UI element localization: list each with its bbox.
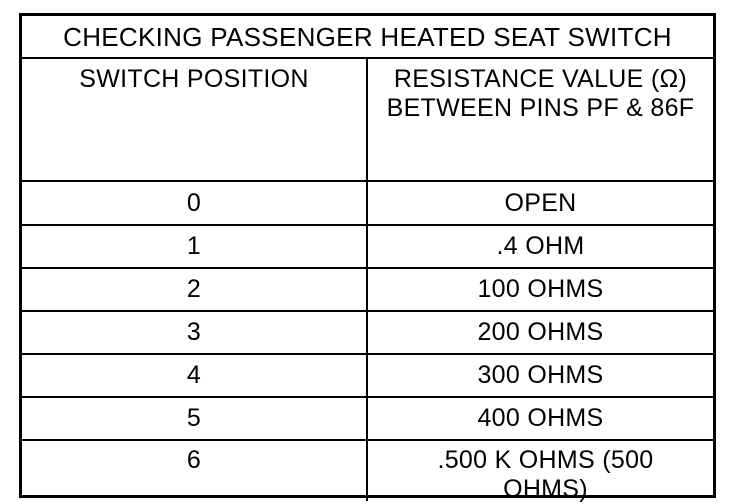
switch-position-cell: 6 xyxy=(22,441,368,501)
resistance-value-cell: 100 OHMS xyxy=(477,275,604,303)
table-row xyxy=(22,226,713,269)
resistance-value-cell: 300 OHMS xyxy=(477,361,604,389)
table-row xyxy=(22,312,713,355)
table-row xyxy=(22,182,713,226)
resistance-value-cell: .500 K OHMS (500 OHMS) xyxy=(437,446,654,503)
header-resistance-value: RESISTANCE VALUE (Ω) BETWEEN PINS PF & 86F xyxy=(386,65,695,122)
heated-seat-switch-table xyxy=(19,13,716,503)
table-title: CHECKING PASSENGER HEATED SEAT SWITCH xyxy=(63,21,672,52)
switch-position-cell: 2 xyxy=(22,269,368,310)
resistance-value-cell: 200 OHMS xyxy=(477,318,604,346)
switch-position-cell: 3 xyxy=(22,312,368,353)
resistance-value-cell: OPEN xyxy=(504,188,577,217)
switch-position-cell: 1 xyxy=(22,226,368,267)
table-row xyxy=(22,398,713,441)
switch-position-cell: 4 xyxy=(22,355,368,396)
resistance-value-cell: 400 OHMS xyxy=(477,404,604,432)
switch-position-cell: 0 xyxy=(22,182,368,224)
table-title-row xyxy=(22,16,713,59)
table-row xyxy=(22,355,713,398)
header-switch-position: SWITCH POSITION xyxy=(22,59,368,180)
table-header-row xyxy=(22,59,713,182)
table-row xyxy=(22,441,713,501)
table-row xyxy=(22,269,713,312)
resistance-value-cell: .4 OHM xyxy=(496,232,585,260)
switch-position-cell: 5 xyxy=(22,398,368,439)
